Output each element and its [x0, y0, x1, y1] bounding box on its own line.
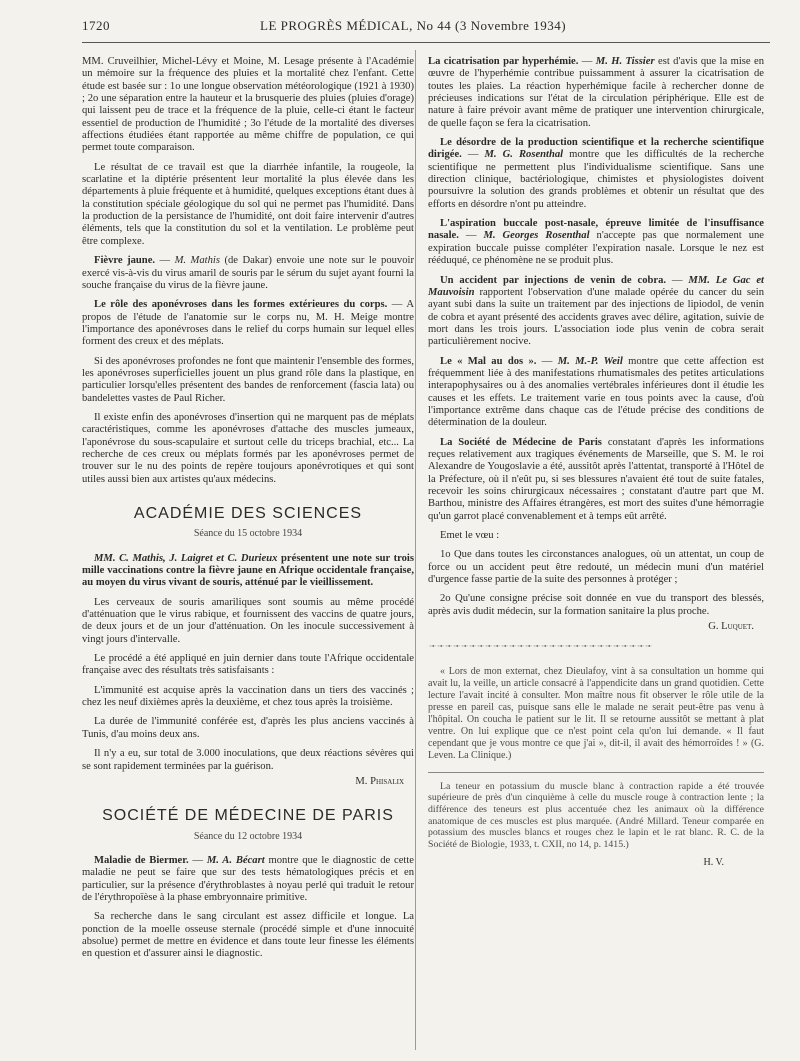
- author: MM. C. Mathis, J. Laigret et C. Durieux: [94, 552, 278, 564]
- item-title: Maladie de Biermer.: [94, 854, 189, 866]
- right-column: [428, 56, 764, 870]
- item-title: Le « Mal au dos ».: [440, 355, 537, 367]
- author: MM. Le Gac et Mauvoisin: [428, 274, 764, 298]
- paragraph: MM. Cruveilhier, Michel-Lévy et Moine, M. Lesage présente à l'Académie un mémoire sur la fréquence des pluies et la mortalité chez l'enfant. Cette étude est basée sur : 1o une longue observation météorologique (1921 à 1930) ; 2o une séparation entre la hauteur et la brusquerie des pluies (pluies d'orage) qui laissent peu de trace et la fréquence de la pluie, celle-ci étant le facteur essentiel de production de l'humidité ; 3o l'étude de la mortalité des diverses affections étudiées étant rapportée au même chiffre de population, ce qui permet toute comparaison.: [82, 56, 414, 154]
- footnote-rule: [428, 772, 764, 773]
- signature: M. Phisalix: [355, 775, 404, 787]
- paragraph: Le désordre de la production scientifique et la recherche scientifique dirigée. — M. G. Rosenthal montre que les difficultés de la recherche scientifique ne permettent plus l'individualisme scientifique. Sans une direction clinique, bactériologique, chimistes et physiologistes doivent poursuivre la solution des grands problèmes et obtenir un résultat que des efforts en désordre n'ont pu atteindre.: [428, 137, 764, 210]
- author: M. H. Tissier: [595, 56, 655, 67]
- paragraph: 1o Que dans toutes les circonstances analogues, où un attentat, un coup de force ou un accident peut être redouté, un médecin muni d'un matériel d'urgence fasse partie de la suite des personnes à protéger ;: [428, 549, 764, 586]
- paragraph: [82, 553, 414, 590]
- author: M. A. Bécart: [206, 854, 265, 866]
- paragraph-text: (de Dakar) envoie une note sur le pouvoir exercé vis-à-vis du virus amaril de souris par le sérum du sujet ayant fourni la souche française du virus de la fièvre jaune.: [82, 255, 414, 291]
- author: M. G. Rosenthal: [484, 149, 564, 161]
- paragraph: Maladie de Biermer. — M. A. Bécart montre que le diagnostic de cette maladie ne peut se faire que sur des tests hématologiques précis et en particulier, sur la présence d'érythroblastes à noyau perlé qui traduit le retour de l'érythropoïèse à la phase embryonnaire primitive.: [82, 854, 415, 903]
- quote-paragraph: « Lors de mon externat, chez Dieulafoy, vint à sa consultation un homme qui avait lu, la veille, un article consacré à l'appendicite dans un grand quotidien. Cette lecture l'avait incité à consulter. Mon maître nous fit observer le rôle utile de la presse en pareil cas, puisque sans elle le malade ne serait peut-être pas venu à l'hôpital. On coucha le patient sur le lit. Il se retourne aussitôt se mettant à plat ventre. On lui explique que ce n'est point cela qu'on lui demande. « Il faut cependant que je vous montre ce que j'ai », dit-il, il avait des hémorroïdes ! » (G. Leven. La Clinique.): [428, 665, 764, 761]
- paragraph-text: constatant d'après les informations reçues relativement aux tragiques événements de Marseille, que S. M. le roi Alexandre de Yougoslavie a été, aussitôt après l'attentat, transporté à l'Hôtel de la Préfecture, où il n'eût pu, si ses blessures n'avaient été tout de suite fatales, recevoir les soins chirurgicaux nécessaires ; constatant d'autre part que M. Barthou, ministre des Affaires étrangères, est mort des suites d'une hémorragie qu'un garrot placé convenablement et à temps eût arrêté.: [428, 436, 764, 522]
- header-rule: [82, 42, 770, 43]
- item-title: L'aspiration buccale post-nasale, épreuve limitée de l'insuffisance nasale.: [428, 218, 764, 242]
- paragraph-text: rapportent l'observation d'une malade opérée du cancer du sein ayant subi dans la suite un traitement par des injections de lipiodol, de venin de cobra et ayant présenté des accidents graves avec délire, agitation, suivie de mort dans les trois jours. L'association iode plus venin de cobra serait particulièrement nocive.: [428, 286, 764, 348]
- footnote-signature: H. V.: [703, 857, 724, 869]
- ornament-rule: 🙬🙬🙬🙬🙬🙬🙬🙬🙬🙬🙬🙬🙬🙬🙬🙬🙬🙬🙬🙬🙬🙬🙬🙬🙬🙬🙬🙬: [428, 641, 652, 653]
- paragraph: Les cerveaux de souris amariliques sont soumis au même procédé d'atténuation que le virus rabique, et fournissent des vaccins de quatre jours, de deux jours et de un jour d'atténuation. On les inocule successivement à vingt jours d'intervalle.: [82, 596, 414, 645]
- paragraph: Le « Mal au dos ». — M. M.-P. Weil montre que cette affection est fréquemment liée à des manifestations rhumatismales des petites articulations interapophysaires ou à des anomalies vertébrales inférieures dont il étudie les causes et les effets. Le traitement varie en tous points avec la cause, d'où l'importance extrême dans chaque cas de l'étude précise des conditions de détermination de la douleur.: [428, 355, 764, 429]
- session-date: Séance du 15 octobre 1934: [193, 528, 303, 540]
- paragraph: Le résultat de ce travail est que la diarrhée infantile, la rougeole, la scarlatine et la diptérie présentent leur mortalité la plus élevée dans les départements à pluie fréquente et à humidité, quelques exceptions étant dues à la constitution spéciale géologique du sol qui ne permet pas l'humidité. Dans la production de la persistance de l'humidité, ont doit faire intervenir d'autres éléments, tels que la constitution du sol et la ventilation. Le problème peut être complexe.: [82, 161, 414, 247]
- paragraph: Emet le vœu :: [440, 530, 500, 542]
- item-title: Un accident par injections de venin de cobra.: [440, 274, 667, 286]
- signature: G. Luquet.: [708, 621, 754, 633]
- paragraph-text: montre que le diagnostic de cette maladie ne peut se faire que sur des tests hématologiques précis et en particulier, sur la présence d'érythroblastes à noyau perlé qui traduit le retour de l'érythropoïèse à la phase embryonnaire primitive.: [82, 854, 415, 903]
- page-number: 1720: [82, 18, 110, 33]
- left-column: [82, 56, 414, 968]
- section-title: SOCIÉTÉ DE MÉDECINE DE PARIS: [102, 807, 394, 825]
- footnote: La teneur en potassium du muscle blanc à contraction rapide a été trouvée supérieure de près d'un cinquième à celle du muscle rouge à contraction lente ; la différence des teneurs est plus accentuée chez les animaux où la différence anatomique de ces muscles est plus marquée. (André Millard. Teneur comparée en potassium des muscles blancs et rouges chez le lapin et le rat blanc. R. C. de la Société de Biologie, 1933, t. CXII, no 14, p. 1415.): [428, 780, 764, 850]
- running-header: [82, 18, 762, 40]
- paragraph: L'aspiration buccale post-nasale, épreuve limitée de l'insuffisance nasale. — M. Georges Rosenthal n'accepte pas que normalement une expiration buccale puisse compléter l'expiration nasale. Lorsque le nez est rééduqué, ce phénomène ne se produit plus.: [428, 218, 764, 267]
- paragraph: Il existe enfin des aponévroses d'insertion qui ne marquent pas de méplats caractéristiques, comme les aponévroses d'attache des muscles jumeaux, l'aponévrose du sous-scapulaire et surtout celle du triceps brachial, etc... La recherche de ces creux ou méplats formés par les aponévroses permet de trouver sur le nu des points de repère toujours aponévrotiques et qui sont utiles aussi bien aux artistes qu'aux médecins.: [82, 411, 414, 485]
- paragraph: Il n'y a eu, sur total de 3.000 inoculations, que deux réactions sévères qui se sont rapidement terminées par la guérison.: [82, 748, 414, 772]
- running-title: LE PROGRÈS MÉDICAL, No 44 (3 Novembre 1934): [260, 18, 567, 33]
- paragraph-text: est d'avis que la mise en œuvre de l'hyperhémie contribue puissamment à assurer la cicatrisation de toutes les plaies. La réaction hyperhémique facile à rechercher donne de précieuses indications sur l'état de la circulation périphérique. Elle est de nature à faire prévoir avant même de pratiquer une intervention chirurgicale, de quelle façon se fera la cicatrisation.: [428, 56, 764, 129]
- paragraph-text: n'accepte pas que normalement une expiration buccale puisse compléter l'expiration nasale. Lorsque le nez est rééduqué, ce phénomène ne se produit plus.: [428, 230, 764, 267]
- session-date: Séance du 12 octobre 1934: [193, 830, 303, 842]
- author: M. Mathis: [174, 255, 220, 267]
- paragraph-text: présentent une note sur trois mille vaccinations contre la fièvre jaune en Afrique occidentale française, au moyen du virus vivant de souris, atténué par le vieillissement.: [82, 552, 415, 589]
- paragraph: La durée de l'immunité conférée est, d'après les plus anciens vaccinés à Tunis, d'au moins deux ans.: [82, 716, 414, 740]
- item-title: Le rôle des aponévroses dans les formes extérieures du corps.: [94, 299, 388, 311]
- column-divider: [415, 50, 416, 1050]
- item-title: La cicatrisation par hyperhémie.: [428, 56, 579, 67]
- author: M. M.-P. Weil: [557, 355, 623, 367]
- paragraph-text: montre que les difficultés de la recherche scientifique ne permettent plus l'individualisme scientifique. Sans une direction clinique, bactériologique, chimistes et physiologistes doivent poursuivre la solution des grands problèmes et obtenir un résultat que des efforts en désordre n'ont pu atteindre.: [428, 149, 764, 210]
- paragraph: L'immunité est acquise après la vaccination dans un tiers des vaccinés ; chez les neuf dixièmes après la deuxième, et chez tous après la troisième.: [82, 684, 414, 709]
- author: M. Georges Rosenthal: [483, 230, 590, 242]
- paragraph-text: montre que cette affection est fréquemment liée à des manifestations rhumatismales des petites articulations interapophysaires ou à des anomalies vertébrales inférieures dont il étudie les causes et les effets. Le traitement varie en tous points avec la cause, d'où l'importance extrême dans chaque cas de l'étude précise des conditions de détermination de la douleur.: [428, 355, 764, 429]
- paragraph: Fièvre jaune. — M. Mathis (de Dakar) envoie une note sur le pouvoir exercé vis-à-vis du virus amaril de souris par le sérum du sujet ayant fourni la souche française du virus de la fièvre jaune.: [82, 255, 414, 291]
- paragraph: Sa recherche dans le sang circulant est assez difficile et longue. La ponction de la moelle osseuse sternale (procédé simple et d'une innocuité absolue) permet de mettre en évidence et dans toute leur finesse les éléments en question et d'assurer ainsi le diagnostic.: [82, 911, 414, 960]
- paragraph: Le procédé a été appliqué en juin dernier dans toute l'Afrique occidentale française avec des résultats très satisfaisants :: [82, 653, 414, 677]
- paragraph-text: — A propos de l'étude de l'anatomie sur le corps nu, M. H. Meige montre l'importance des aponévroses dans le relief du corps humain sur lequel elles forment des creux et des méplats.: [82, 299, 414, 348]
- item-title: Le désordre de la production scientifique et la recherche scientifique dirigée.: [428, 137, 764, 161]
- paragraph: [428, 437, 764, 523]
- paragraph: [82, 299, 414, 348]
- paragraph: 2o Qu'une consigne précise soit donnée en vue du transport des blessés, après avis dudit médecin, sur la formation sanitaire la plus proche.: [428, 593, 764, 617]
- paragraph: Un accident par injections de venin de cobra. — MM. Le Gac et Mauvoisin rapportent l'observation d'une malade opérée du cancer du sein ayant subi dans la suite un traitement par des injections de lipiodol, de venin de cobra et ayant présenté des accidents graves avec délire, agitation, suivie de mort dans les trois jours. L'association iode plus venin de cobra serait particulièrement nocive.: [428, 274, 764, 348]
- paragraph: Si des aponévroses profondes ne font que maintenir l'ensemble des formes, les aponévroses superficielles jouent un plus grand rôle dans la plastique, en particulier lorsqu'elles présentent des bandes de renforcement (fascia lata) ou bandelettes vastes de Paul Richer.: [82, 355, 414, 404]
- item-title: Fièvre jaune.: [94, 255, 156, 267]
- paragraph: La cicatrisation par hyperhémie. — M. H. Tissier est d'avis que la mise en œuvre de l'hyperhémie contribue puissamment à assurer la cicatrisation de toutes les plaies. La réaction hyperhémique facile à rechercher donne de précieuses indications sur l'état de la circulation périphérique. Elle est de nature à faire prévoir avant même de pratiquer une intervention chirurgicale, de quelle façon se fera la cicatrisation.: [428, 56, 764, 129]
- item-title: La Société de Médecine de Paris: [440, 436, 602, 448]
- section-title: ACADÉMIE DES SCIENCES: [133, 505, 363, 522]
